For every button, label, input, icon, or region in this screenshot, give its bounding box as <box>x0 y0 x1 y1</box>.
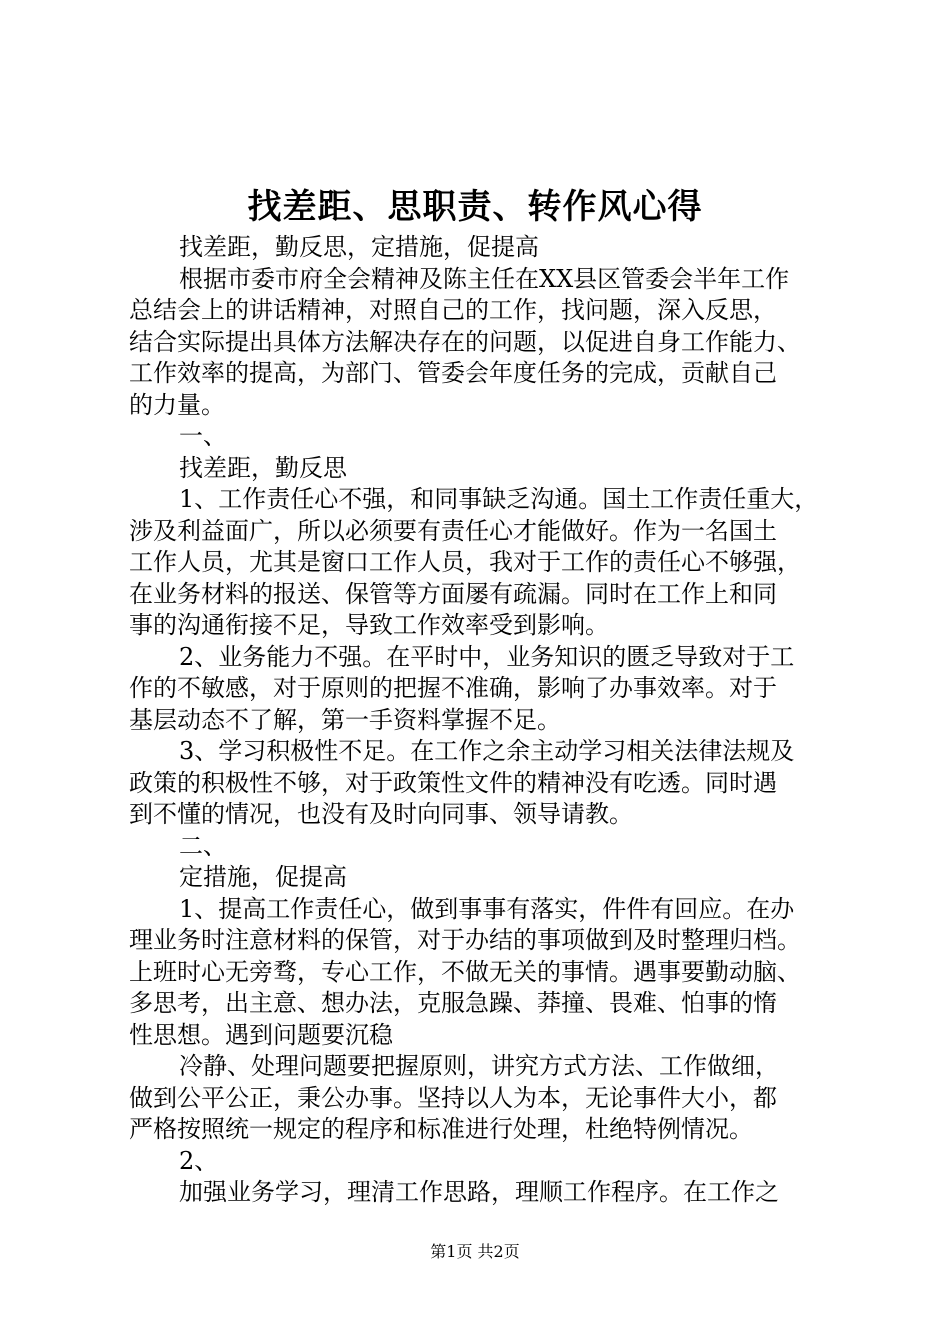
text-line: 总结会上的讲话精神，对照自己的工作，找问题，深入反思， <box>129 296 777 324</box>
text-line: 一、 <box>179 422 227 450</box>
text-line: 做到公平公正，秉公办事。坚持以人为本，无论事件大小，都 <box>129 1083 777 1112</box>
text-line: 工作效率的提高，为部门、管委会年度任务的完成，贡献自己 <box>129 359 777 387</box>
text-line: 1、提高工作责任心，做到事事有落实，件件有回应。在办 <box>179 894 795 923</box>
text-line: 在业务材料的报送、保管等方面屡有疏漏。同时在工作上和同 <box>129 579 777 608</box>
document-title: 找差距、思职责、转作风心得 <box>247 187 703 227</box>
text-line: 性思想。遇到问题要沉稳 <box>129 1020 393 1049</box>
text-line: 2、业务能力不强。在平时中，业务知识的匮乏导致对于工 <box>179 642 795 671</box>
document-body <box>129 232 831 1209</box>
text-line: 多思考，出主意、想办法，克服急躁、莽撞、畏难、怕事的惰 <box>129 989 777 1017</box>
text-line: 理业务时注意材料的保管，对于办结的事项做到及时整理归档。 <box>129 926 801 954</box>
text-line: 事的沟通衔接不足，导致工作效率受到影响。 <box>129 611 609 639</box>
text-line: 政策的积极性不够，对于政策性文件的精神没有吃透。同时遇 <box>129 768 777 797</box>
text-line: 1、工作责任心不强，和同事缺乏沟通。国土工作责任重大， <box>179 485 819 513</box>
text-line: 找差距，勤反思，定措施，促提高 <box>179 233 539 261</box>
text-line: 2、 <box>179 1146 219 1175</box>
text-line: 找差距，勤反思 <box>179 453 347 482</box>
text-line: 加强业务学习，理清工作思路，理顺工作程序。在工作之 <box>179 1178 779 1206</box>
text-line: 二、 <box>179 831 227 860</box>
text-line: 3、学习积极性不足。在工作之余主动学习相关法律法规及 <box>179 737 795 765</box>
text-line: 冷静、处理问题要把握原则，讲究方式方法、工作做细， <box>179 1052 779 1080</box>
text-line: 涉及利益面广，所以必须要有责任心才能做好。作为一名国土 <box>129 516 777 545</box>
text-line: 根据市委市府全会精神及陈主任在XX县区管委会半年工作 <box>179 264 790 293</box>
text-line: 作的不敏感，对于原则的把握不准确，影响了办事效率。对于 <box>129 674 777 702</box>
text-line: 工作人员，尤其是窗口工作人员，我对于工作的责任心不够强， <box>129 548 801 576</box>
text-line: 的力量。 <box>129 390 225 419</box>
text-line: 上班时心无旁骛，专心工作，不做无关的事情。遇事要勤动脑、 <box>129 957 801 986</box>
page-number-footer: 第1页 共2页 <box>430 1242 520 1261</box>
text-line: 到不懂的情况，也没有及时向同事、领导请教。 <box>129 800 633 828</box>
text-line: 结合实际提出具体方法解决存在的问题，以促进自身工作能力、 <box>129 327 801 356</box>
text-line: 严格按照统一规定的程序和标准进行处理，杜绝特例情况。 <box>129 1115 753 1143</box>
text-line: 基层动态不了解，第一手资料掌握不足。 <box>129 705 561 734</box>
text-line: 定措施，促提高 <box>179 863 347 891</box>
